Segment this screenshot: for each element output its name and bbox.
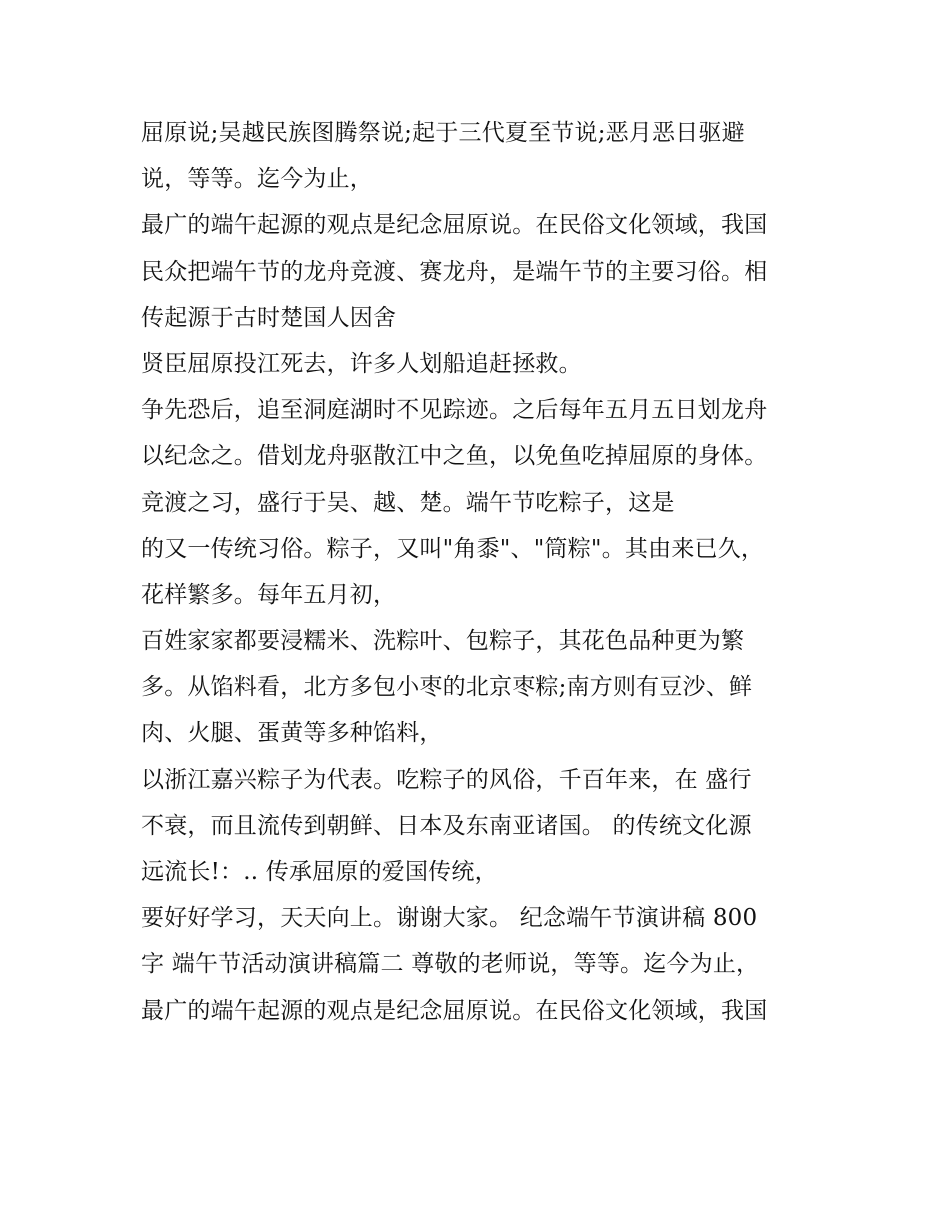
text-line: 竞渡之习，盛行于吴、越、楚。端午节吃粽子，这是 <box>141 489 675 516</box>
text-line: 不衰，而且流传到朝鲜、日本及东南亚诸国。 的传统文化源 <box>141 812 752 839</box>
text-line: 争先恐后，追至洞庭湖时不见踪迹。之后每年五月五日划龙舟 <box>141 397 768 424</box>
text-line: 说，等等。迄今为止， <box>141 166 373 193</box>
text-line: 贤臣屈原投江死去，许多人划船追赶拯救。 <box>141 350 582 377</box>
text-line: 要好好学习，天天向上。谢谢大家。 纪念端午节演讲稿 800 <box>141 905 758 932</box>
text-line: 花样繁多。每年五月初， <box>141 581 397 608</box>
text-line: 最广的端午起源的观点是纪念屈原说。在民俗文化领域，我国 <box>141 997 768 1024</box>
text-line: 以纪念之。借划龙舟驱散江中之鱼，以免鱼吃掉屈原的身体。 <box>141 443 768 470</box>
body-text <box>141 110 841 1034</box>
text-line: 以浙江嘉兴粽子为代表。吃粽子的风俗，千百年来，在 盛行 <box>141 766 752 793</box>
text-line: 字 端午节活动演讲稿篇二 尊敬的老师说，等等。迄今为止， <box>141 951 760 978</box>
text-line: 的又一传统习俗。粽子，又叫"角黍"、"筒粽"。其由来已久， <box>141 535 765 562</box>
text-line: 百姓家家都要浸糯米、洗粽叶、包粽子，其花色品种更为繁 <box>141 628 745 655</box>
text-line: 屈原说;吴越民族图腾祭说;起于三代夏至节说;恶月恶日驱避 <box>141 120 745 146</box>
text-line: 多。从馅料看，北方多包小枣的北京枣粽;南方则有豆沙、鲜 <box>141 674 753 701</box>
text-line: 最广的端午起源的观点是纪念屈原说。在民俗文化领域，我国 <box>141 212 768 239</box>
text-line: 肉、火腿、蛋黄等多种馅料， <box>141 720 443 747</box>
text-line: 远流长!：.. 传承屈原的爱国传统， <box>141 859 498 885</box>
text-line: 传起源于古时楚国人因舍 <box>141 304 397 331</box>
text-line: 民众把端午节的龙舟竞渡、赛龙舟，是端午节的主要习俗。相 <box>141 258 768 285</box>
